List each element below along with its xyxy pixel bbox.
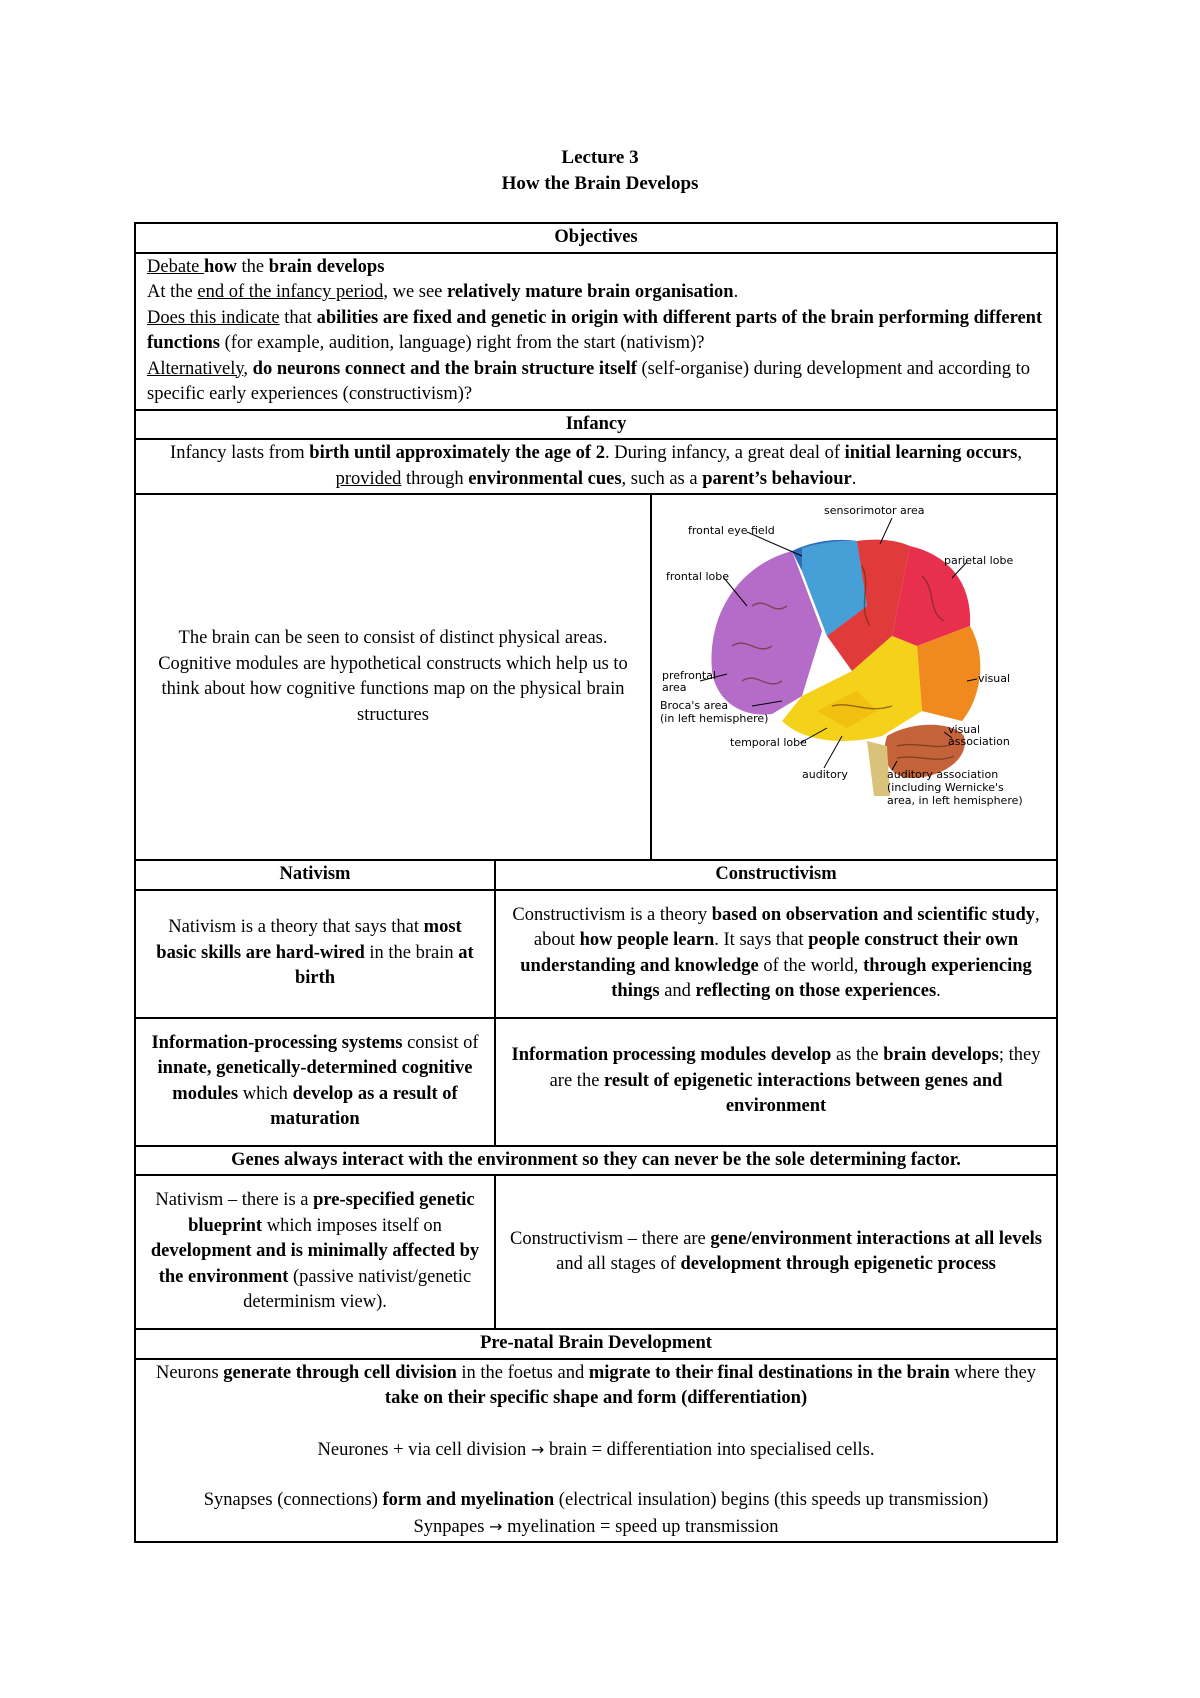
label-frontal-eye: frontal eye field [688, 524, 775, 537]
prenatal-paragraph-3: Synapses (connections) form and myelination (electrical insulation) begins (this speeds up transmission) [203, 1490, 989, 1510]
label-prefrontal-2: area [662, 681, 687, 694]
prenatal-row [135, 1359, 1057, 1543]
prenatal-heading: Pre-natal Brain Development [135, 1329, 1057, 1359]
constructivism-information-processing: Information processing modules develop as the brain develops; they are the result of epigenetic interactions between genes and environment [495, 1018, 1057, 1146]
nativism-information-processing: Information-processing systems consist of innate, genetically-determined cognitive modules which develop as a result of maturation [135, 1018, 495, 1146]
objectives-row [135, 253, 1057, 410]
brain-description [135, 494, 651, 860]
brain-description-line-2: Cognitive modules are hypothetical constructs which help us to think about how cognitive functions map on the physical brain structures [158, 653, 628, 725]
infancy-text: Infancy lasts from birth until approximately the age of 2. During infancy, a great deal of initial learning occurs, provided through environmental cues, such as a parent’s behaviour. [135, 439, 1057, 494]
theories-row-2 [135, 1018, 1057, 1146]
infancy-heading-row [135, 410, 1057, 440]
right-arrow-icon: → [530, 1439, 545, 1459]
prenatal-paragraph-2: Neurones + via cell division → brain = differentiation into specialised cells. [317, 1439, 875, 1460]
genes-statement: Genes always interact with the environment so they can never be the sole determining factor. [135, 1146, 1057, 1176]
constructivism-heading: Constructivism [495, 860, 1057, 890]
document-title: Lecture 3 [561, 147, 639, 168]
objectives-cell [135, 253, 1057, 410]
infancy-heading: Infancy [135, 410, 1057, 440]
brain-row [135, 494, 1057, 860]
label-aud-assoc-1: auditory association [887, 768, 999, 781]
nativism-heading: Nativism [135, 860, 495, 890]
brain-diagram [652, 496, 1058, 858]
label-aud-assoc-3: area, in left hemisphere) [887, 794, 1023, 807]
brain-diagram-cell [651, 494, 1057, 860]
nativism-definition: Nativism is a theory that says that most basic skills are hard-wired in the brain at birth [135, 890, 495, 1018]
objectives-line-3: Does this indicate that abilities are fixed and genetic in origin with different parts of the brain performing different functions (for example, audition, language) right from the start (nativism)? [147, 307, 1043, 353]
prenatal-text [135, 1359, 1057, 1543]
notes-table [134, 222, 1058, 1543]
prenatal-paragraph-4: Synpapes → myelination = speed up transmission [413, 1516, 779, 1537]
objectives-line-2: At the end of the infancy period, we see relatively mature brain organisation. [147, 282, 739, 302]
prenatal-heading-row [135, 1329, 1057, 1359]
label-broca-1: Broca's area [660, 699, 729, 712]
objectives-line-4: Alternatively, do neurons connect and the brain structure itself (self-organise) during development and according to specific early experiences (constructivism)? [147, 358, 1031, 404]
label-auditory: auditory [802, 768, 848, 781]
theories-heading-row [135, 860, 1057, 890]
label-prefrontal-1: prefrontal [662, 669, 716, 682]
label-parietal: parietal lobe [944, 554, 1014, 567]
nativism-blueprint: Nativism – there is a pre-specified genetic blueprint which imposes itself on development and is minimally affected by the environment (passive nativist/genetic determinism view). [135, 1175, 495, 1329]
genes-row [135, 1146, 1057, 1176]
label-sensorimotor: sensorimotor area [824, 504, 925, 517]
label-temporal: temporal lobe [730, 736, 807, 749]
document-subtitle: How the Brain Develops [501, 173, 699, 194]
infancy-row [135, 439, 1057, 494]
label-frontal: frontal lobe [666, 570, 729, 583]
brain-description-line-1: The brain can be seen to consist of distinct physical areas. [178, 628, 608, 648]
theories-row-3 [135, 1175, 1057, 1329]
theories-row-1 [135, 890, 1057, 1018]
objectives-heading-row [135, 223, 1057, 253]
label-visual: visual [978, 672, 1011, 685]
label-aud-assoc-2: (including Wernicke's [887, 781, 1004, 794]
prenatal-paragraph-1: Neurons generate through cell division in the foetus and migrate to their final destinations in the brain where they take on their specific shape and form (differentiation) [155, 1362, 1037, 1408]
objectives-line-1: Debate how the brain develops [147, 256, 385, 277]
label-broca-2: (in left hemisphere) [660, 712, 769, 725]
constructivism-interactions: Constructivism – there are gene/environment interactions at all levels and all stages of development through epigenetic process [495, 1175, 1057, 1329]
label-visual-assoc-2: association [948, 735, 1010, 748]
constructivism-definition: Constructivism is a theory based on observation and scientific study, about how people learn. It says that people construct their own understanding and knowledge of the world, through experiencing things and reflecting on those experiences. [495, 890, 1057, 1018]
label-visual-assoc-1: visual [948, 723, 981, 736]
right-arrow-icon: → [489, 1516, 503, 1536]
objectives-heading: Objectives [135, 223, 1057, 253]
